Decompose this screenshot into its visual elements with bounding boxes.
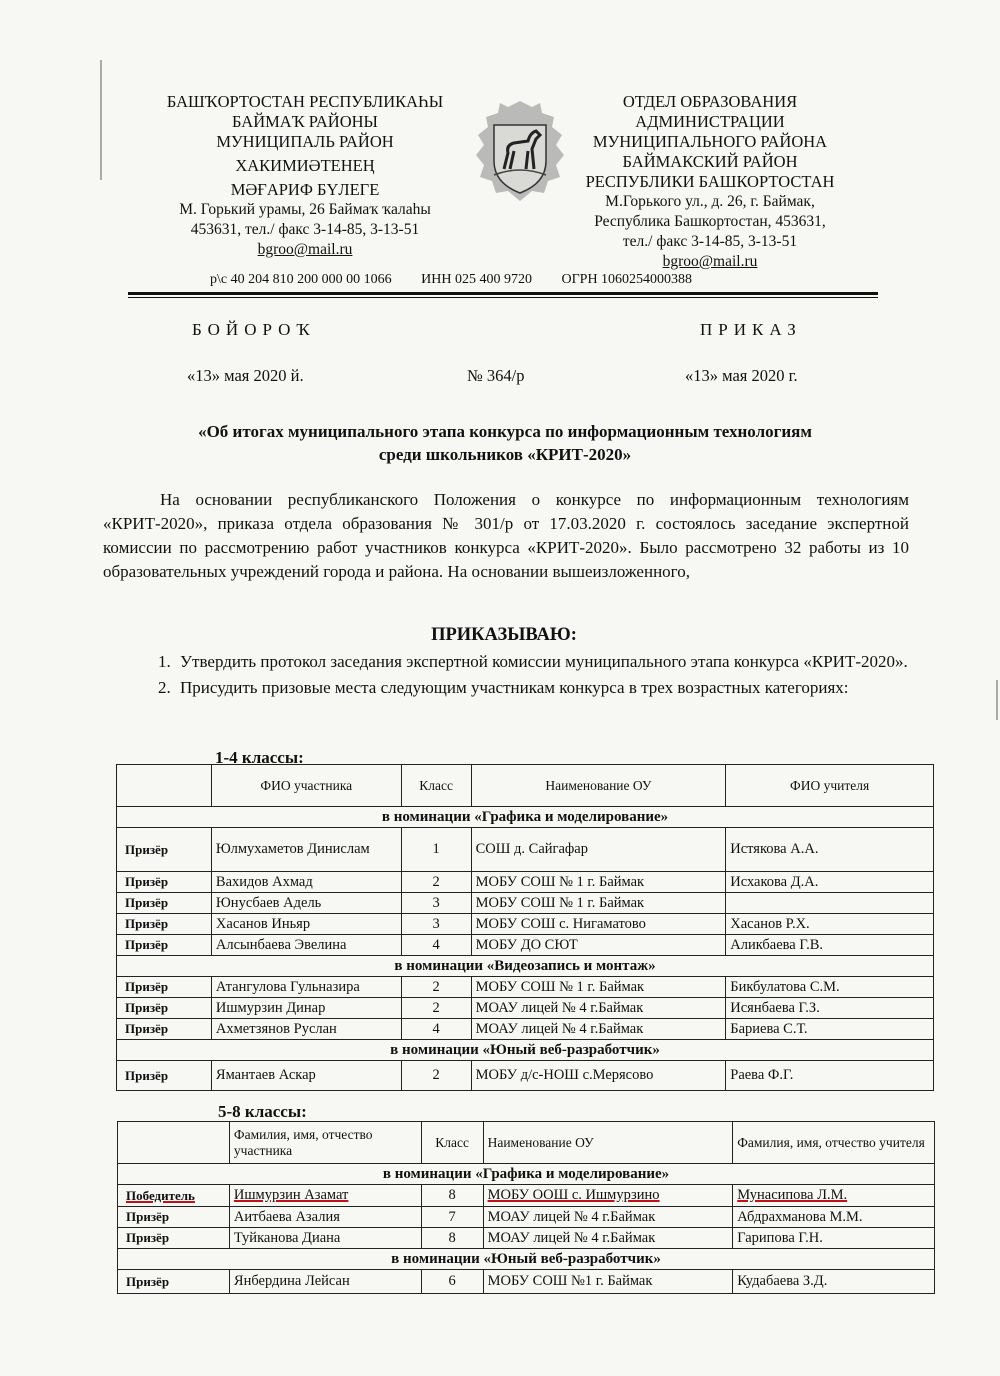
body-paragraph: На основании республиканского Положения о конкурсе по информационным технологиям «КРИТ-2020», приказа отдела образования № 301/р от 17.03.2020 г. состоялось заседание экспертной комиссии по рассмотрению работ участников конкурса «КРИТ-2020». Было рассмотрено 32 работы из 10 образовательных учреждений города и района. На основании вышеизложенного, (103, 490, 909, 581)
student-cell: Юнусбаев Адель (211, 893, 401, 914)
ogrn: ОГРН 1060254000388 (561, 272, 693, 287)
order-items (158, 650, 910, 702)
school-cell: МОБУ СОШ № 1 г. Баймак (471, 893, 726, 914)
col-header: ФИО участника (211, 765, 401, 807)
header-left-block (140, 92, 470, 260)
status-cell: Призёр (117, 998, 212, 1019)
header-right-line: Республика Башкортостан, 453631, (594, 213, 826, 230)
inn: ИНН 025 400 9720 (421, 272, 532, 287)
table-row (118, 1207, 935, 1228)
teacher-cell: Бариева С.Т. (726, 1019, 934, 1040)
header-divider (128, 292, 878, 295)
table-row (117, 977, 934, 998)
status-cell: Призёр (118, 1228, 230, 1249)
status-cell: Победитель (126, 1187, 195, 1203)
school-cell: МОБУ д/с-НОШ с.Мерясово (471, 1061, 726, 1091)
header-left-email[interactable]: bgroo@mail.ru (257, 241, 353, 258)
table-row (117, 1019, 934, 1040)
col-header: Наименование ОУ (471, 765, 726, 807)
table-row (117, 1061, 934, 1091)
scan-artifact (996, 680, 998, 720)
student-cell: Хасанов Иньяр (211, 914, 401, 935)
results-table-1-4 (116, 764, 934, 1091)
nomination-row: в номинации «Графика и моделирование» (117, 807, 934, 828)
teacher-cell: Кудабаева З.Д. (733, 1270, 935, 1294)
student-cell: Алсынбаева Эвелина (211, 935, 401, 956)
grade-cell: 4 (401, 935, 471, 956)
document-title (110, 420, 900, 466)
title-line: «Об итогах муниципального этапа конкурса по информационным технологиям (198, 422, 812, 441)
student-cell: Ахметзянов Руслан (211, 1019, 401, 1040)
teacher-cell: Аликбаева Г.В. (726, 935, 934, 956)
grade-cell: 3 (401, 914, 471, 935)
date-right: «13» мая 2020 г. (685, 366, 798, 385)
date-left: «13» мая 2020 й. (187, 366, 304, 385)
header-right-line: БАЙМАКСКИЙ РАЙОН (622, 152, 798, 171)
doc-type-russian: ПРИКАЗ (700, 320, 802, 339)
header-right-line: МУНИЦИПАЛЬНОГО РАЙОНА (592, 132, 828, 151)
bank-account: р\с 40 204 810 200 000 00 1066 (210, 272, 392, 287)
header-left-line: МӘҒАРИФ БҮЛЕГЕ (230, 180, 380, 199)
school-cell: МОБУ СОШ № 1 г. Баймак (471, 977, 726, 998)
nomination-row: в номинации «Видеозапись и монтаж» (117, 956, 934, 977)
header-left-line: М. Горький урамы, 26 Баймаҡ ҡалаһы (179, 201, 431, 218)
baimak-horse-emblem-icon (470, 95, 570, 205)
status-cell: Призёр (117, 893, 212, 914)
student-cell: Атангулова Гульназира (211, 977, 401, 998)
status-cell: Призёр (117, 977, 212, 998)
table1-caption: 1-4 классы: (215, 748, 304, 767)
requisites-line (210, 272, 830, 288)
table-row (117, 828, 934, 872)
header-right-line: АДМИНИСТРАЦИИ (635, 112, 785, 131)
header-right-line: ОТДЕЛ ОБРАЗОВАНИЯ (622, 92, 798, 111)
list-item (158, 676, 910, 700)
teacher-cell: Мунасипова Л.М. (737, 1187, 848, 1203)
school-cell: МОБУ ООШ с. Ишмурзино (487, 1187, 660, 1203)
header-left-line: 453631, тел./ факс 3-14-85, 3-13-51 (190, 221, 420, 238)
school-cell: МОБУ СОШ с. Нигаматово (471, 914, 726, 935)
header-right-line: М.Горького ул., д. 26, г. Баймак, (605, 193, 815, 210)
nomination-row: в номинации «Юный веб-разработчик» (117, 1040, 934, 1061)
student-cell: Ишмурзин Азамат (233, 1187, 349, 1203)
school-cell: МОАУ лицей № 4 г.Баймак (483, 1228, 733, 1249)
item-text: Утвердить протокол заседания экспертной комиссии муниципального этапа конкурса «КРИТ-2020». (180, 652, 908, 671)
table-header-row (118, 1122, 935, 1164)
item-text: Присудить призовые места следующим участникам конкурса в трех возрастных категориях: (180, 678, 849, 697)
teacher-cell: Истякова А.А. (726, 828, 934, 872)
col-header: Класс (401, 765, 471, 807)
table-row (117, 893, 934, 914)
grade-cell: 2 (401, 998, 471, 1019)
student-cell: Вахидов Ахмад (211, 872, 401, 893)
student-cell: Ямантаев Аскар (211, 1061, 401, 1091)
grade-cell: 8 (421, 1185, 483, 1207)
school-cell: МОБУ СОШ № 1 г. Баймак (471, 872, 726, 893)
student-cell: Туйканова Диана (229, 1228, 421, 1249)
col-header: Фамилия, имя, отчество учителя (733, 1122, 935, 1164)
status-cell: Призёр (117, 872, 212, 893)
header-left-line: БАШҠОРТОСТАН РЕСПУБЛИКАҺЫ (166, 92, 444, 111)
grade-cell: 6 (421, 1270, 483, 1294)
item-number: 1. (158, 652, 171, 671)
school-cell: МОБУ ДО СЮТ (471, 935, 726, 956)
status-cell: Призёр (117, 1061, 212, 1091)
status-cell: Призёр (117, 935, 212, 956)
teacher-cell (726, 893, 934, 914)
status-cell: Призёр (117, 914, 212, 935)
nomination-row: в номинации «Юный веб-разработчик» (118, 1249, 935, 1270)
school-cell: МОБУ СОШ №1 г. Баймак (483, 1270, 733, 1294)
header-right-line: РЕСПУБЛИКИ БАШКОРТОСТАН (585, 172, 835, 191)
header-right-email[interactable]: bgroo@mail.ru (662, 253, 758, 270)
school-cell: МОАУ лицей № 4 г.Баймак (483, 1207, 733, 1228)
school-cell: СОШ д. Сайгафар (471, 828, 726, 872)
status-cell: Призёр (118, 1270, 230, 1294)
order-number: № 364/р (467, 366, 525, 385)
student-cell: Ишмурзин Динар (211, 998, 401, 1019)
order-heading: ПРИКАЗЫВАЮ: (431, 625, 577, 645)
grade-cell: 2 (401, 872, 471, 893)
col-header: Класс (421, 1122, 483, 1164)
status-cell: Призёр (118, 1207, 230, 1228)
status-cell: Призёр (117, 828, 212, 872)
student-cell: Аитбаева Азалия (229, 1207, 421, 1228)
status-cell: Призёр (117, 1019, 212, 1040)
header-right-block (580, 92, 840, 272)
table-row (117, 998, 934, 1019)
grade-cell: 2 (401, 1061, 471, 1091)
grade-cell: 8 (421, 1228, 483, 1249)
nomination-row: в номинации «Графика и моделирование» (118, 1164, 935, 1185)
teacher-cell: Хасанов Р.Х. (726, 914, 934, 935)
grade-cell: 7 (421, 1207, 483, 1228)
table-row (118, 1270, 935, 1294)
results-table-5-8 (117, 1121, 935, 1294)
list-item (158, 650, 910, 674)
header-right-line: тел./ факс 3-14-85, 3-13-51 (622, 233, 798, 250)
header-left-line: БАЙМАҠ РАЙОНЫ (232, 112, 378, 131)
col-header: ФИО учителя (726, 765, 934, 807)
teacher-cell: Раева Ф.Г. (726, 1061, 934, 1091)
teacher-cell: Абдрахманова М.М. (733, 1207, 935, 1228)
item-number: 2. (158, 678, 171, 697)
school-cell: МОАУ лицей № 4 г.Баймак (471, 998, 726, 1019)
col-header: Фамилия, имя, отчество участника (229, 1122, 421, 1164)
col-header: Наименование ОУ (483, 1122, 733, 1164)
student-cell: Янбердина Лейсан (229, 1270, 421, 1294)
header-divider-thin (128, 297, 878, 298)
table-row (117, 914, 934, 935)
grade-cell: 1 (401, 828, 471, 872)
table-row (117, 935, 934, 956)
grade-cell: 3 (401, 893, 471, 914)
teacher-cell: Исянбаева Г.З. (726, 998, 934, 1019)
header-left-line: ХАКИМИӘТЕНЕҢ (235, 156, 375, 175)
header-left-line: МУНИЦИПАЛЬ РАЙОН (216, 132, 394, 151)
table2-caption: 5-8 классы: (218, 1102, 307, 1121)
grade-cell: 2 (401, 977, 471, 998)
teacher-cell: Бикбулатова С.М. (726, 977, 934, 998)
table-row (117, 872, 934, 893)
title-line: среди школьников «КРИТ-2020» (378, 445, 632, 464)
teacher-cell: Гарипова Г.Н. (733, 1228, 935, 1249)
scan-artifact (100, 60, 102, 180)
school-cell: МОАУ лицей № 4 г.Баймак (471, 1019, 726, 1040)
teacher-cell: Исхакова Д.А. (726, 872, 934, 893)
student-cell: Юлмухаметов Динислам (211, 828, 401, 872)
table-header-row (117, 765, 934, 807)
table-row (118, 1185, 935, 1207)
table-row (118, 1228, 935, 1249)
doc-type-bashkir: БОЙОРОҠ (192, 320, 316, 339)
grade-cell: 4 (401, 1019, 471, 1040)
